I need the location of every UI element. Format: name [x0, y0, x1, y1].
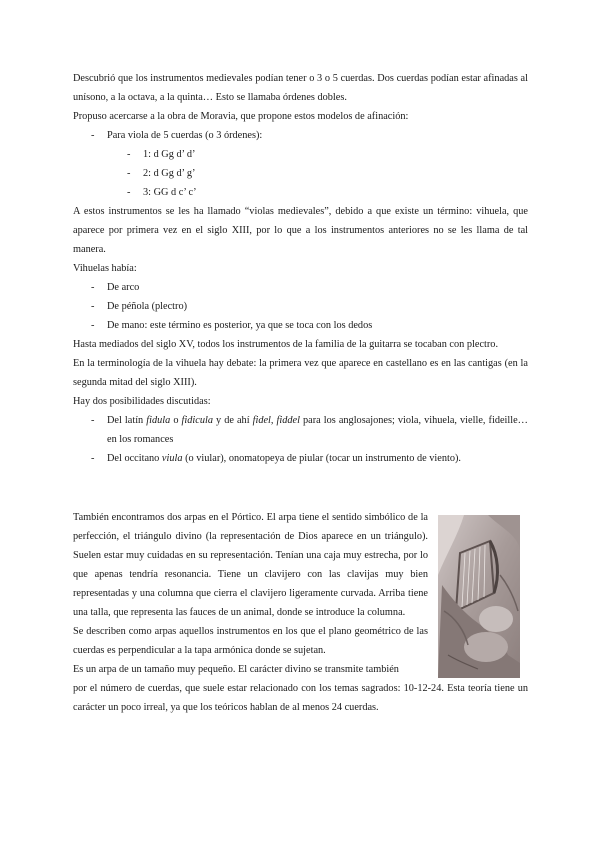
vihuela-type-text-3: De mano: este término es posterior, ya que se toca con los dedos: [107, 320, 373, 331]
vihuela-type-text-1: De arco: [107, 282, 140, 293]
viola-list: [73, 126, 528, 202]
arpa-strings-paragraph: por el número de cuerdas, que suele estar relacionado con los temas sagrados: 10-12-24. Esta teoría tiene un carácter un poco irreal, ya que los teóricos hablan de al menos 24 cuerdas.: [73, 683, 528, 713]
proposal-paragraph: Propuso acercarse a la obra de Moravia, que propone estos modelos de afinación:: [73, 111, 409, 122]
possibilities-list: [73, 411, 528, 468]
arpas-definition-paragraph: Se describen como arpas aquellos instrumentos en los que el plano geométrico de las cuerdas es perpendicular a la tapa armónica donde se sujetan.: [73, 626, 428, 656]
harp-sculpture-photo: [438, 515, 520, 678]
vihuela-type-item-2: - De péñola (plectro): [91, 301, 188, 312]
vihuela-type-item-1: - De arco: [91, 282, 140, 293]
vihuelas-heading: Vihuelas había:: [73, 263, 137, 274]
vihuela-type-item-3: - De mano: este término es posterior, ya que se toca con los dedos: [91, 320, 373, 331]
tuning-item-2: - 2: d Gg d’ g’: [127, 168, 196, 179]
tuning-text-2: 2: d Gg d’ g’: [143, 168, 196, 179]
vihuela-type-text-2: De péñola (plectro): [107, 301, 188, 312]
viola-list-item: - Para viola de 5 cuerdas (o 3 órdenes):: [91, 130, 263, 141]
harp-sculpture-image: [438, 515, 520, 678]
intro-paragraph: Descubrió que los instrumentos medievales podían tener o 3 o 5 cuerdas. Dos cuerdas podían estar afinadas al unísono, a la octava, a la quinta… Esto se llamaba órdenes dobles.: [73, 73, 528, 103]
tuning-text-1: 1: d Gg d’ d’: [143, 149, 196, 160]
tuning-item-3: - 3: GG d c’ c’: [127, 187, 197, 198]
tuning-text-3: 3: GG d c’ c’: [143, 187, 197, 198]
vihuela-paragraph: A estos instrumentos se les ha llamado “violas medievales”, debido a que existe un término: vihuela, que aparece por primera vez en el siglo XIII, por lo que a los instrumentos anteriores no se les llama de tal manera.: [73, 206, 528, 255]
viola-label: Para viola de 5 cuerdas (o 3 órdenes):: [107, 130, 263, 141]
possibility-item-2: - Del occitano viula (o viular), onomatopeya de piular (tocar un instrumento de viento).: [91, 453, 462, 464]
terminology-paragraph: En la terminología de la vihuela hay debate: la primera vez que aparece en castellano es en las cantigas (en la segunda mitad del siglo XIII).: [73, 358, 528, 388]
arpas-paragraph: También encontramos dos arpas en el Pórtico. El arpa tiene el sentido simbólico de la perfección, el triángulo divino (la representación de Dios aparece en un triángulo). Suelen estar muy cuidadas en su representación. Tenían una caja muy estrecha, por lo que apenas tendría resonancia. Tiene un clavijero con las clavijas muy bien representadas y una columna que cierra el clavijero ligeramente curvada. Arriba tiene una talla, que representa las fauces de un animal, donde se introduce la columna.: [73, 512, 428, 618]
possibilities-heading: Hay dos posibilidades discutidas:: [73, 396, 211, 407]
upper-text-block: [73, 69, 528, 468]
vihuela-types-list: [73, 278, 528, 335]
possibility-item-1: - Del latín fidula o fidicula y de ahí fidel, fiddel para los anglosajones; viola, vihuela, vielle, fideille… en los romances: [91, 415, 528, 445]
arpa-size-line: Es un arpa de un tamaño muy pequeño. El carácter divino se transmite también: [73, 664, 399, 675]
plectro-paragraph: Hasta mediados del siglo XV, todos los instrumentos de la familia de la guitarra se tocaban con plectro.: [73, 339, 499, 350]
tuning-item-1: - 1: d Gg d’ d’: [127, 149, 196, 160]
